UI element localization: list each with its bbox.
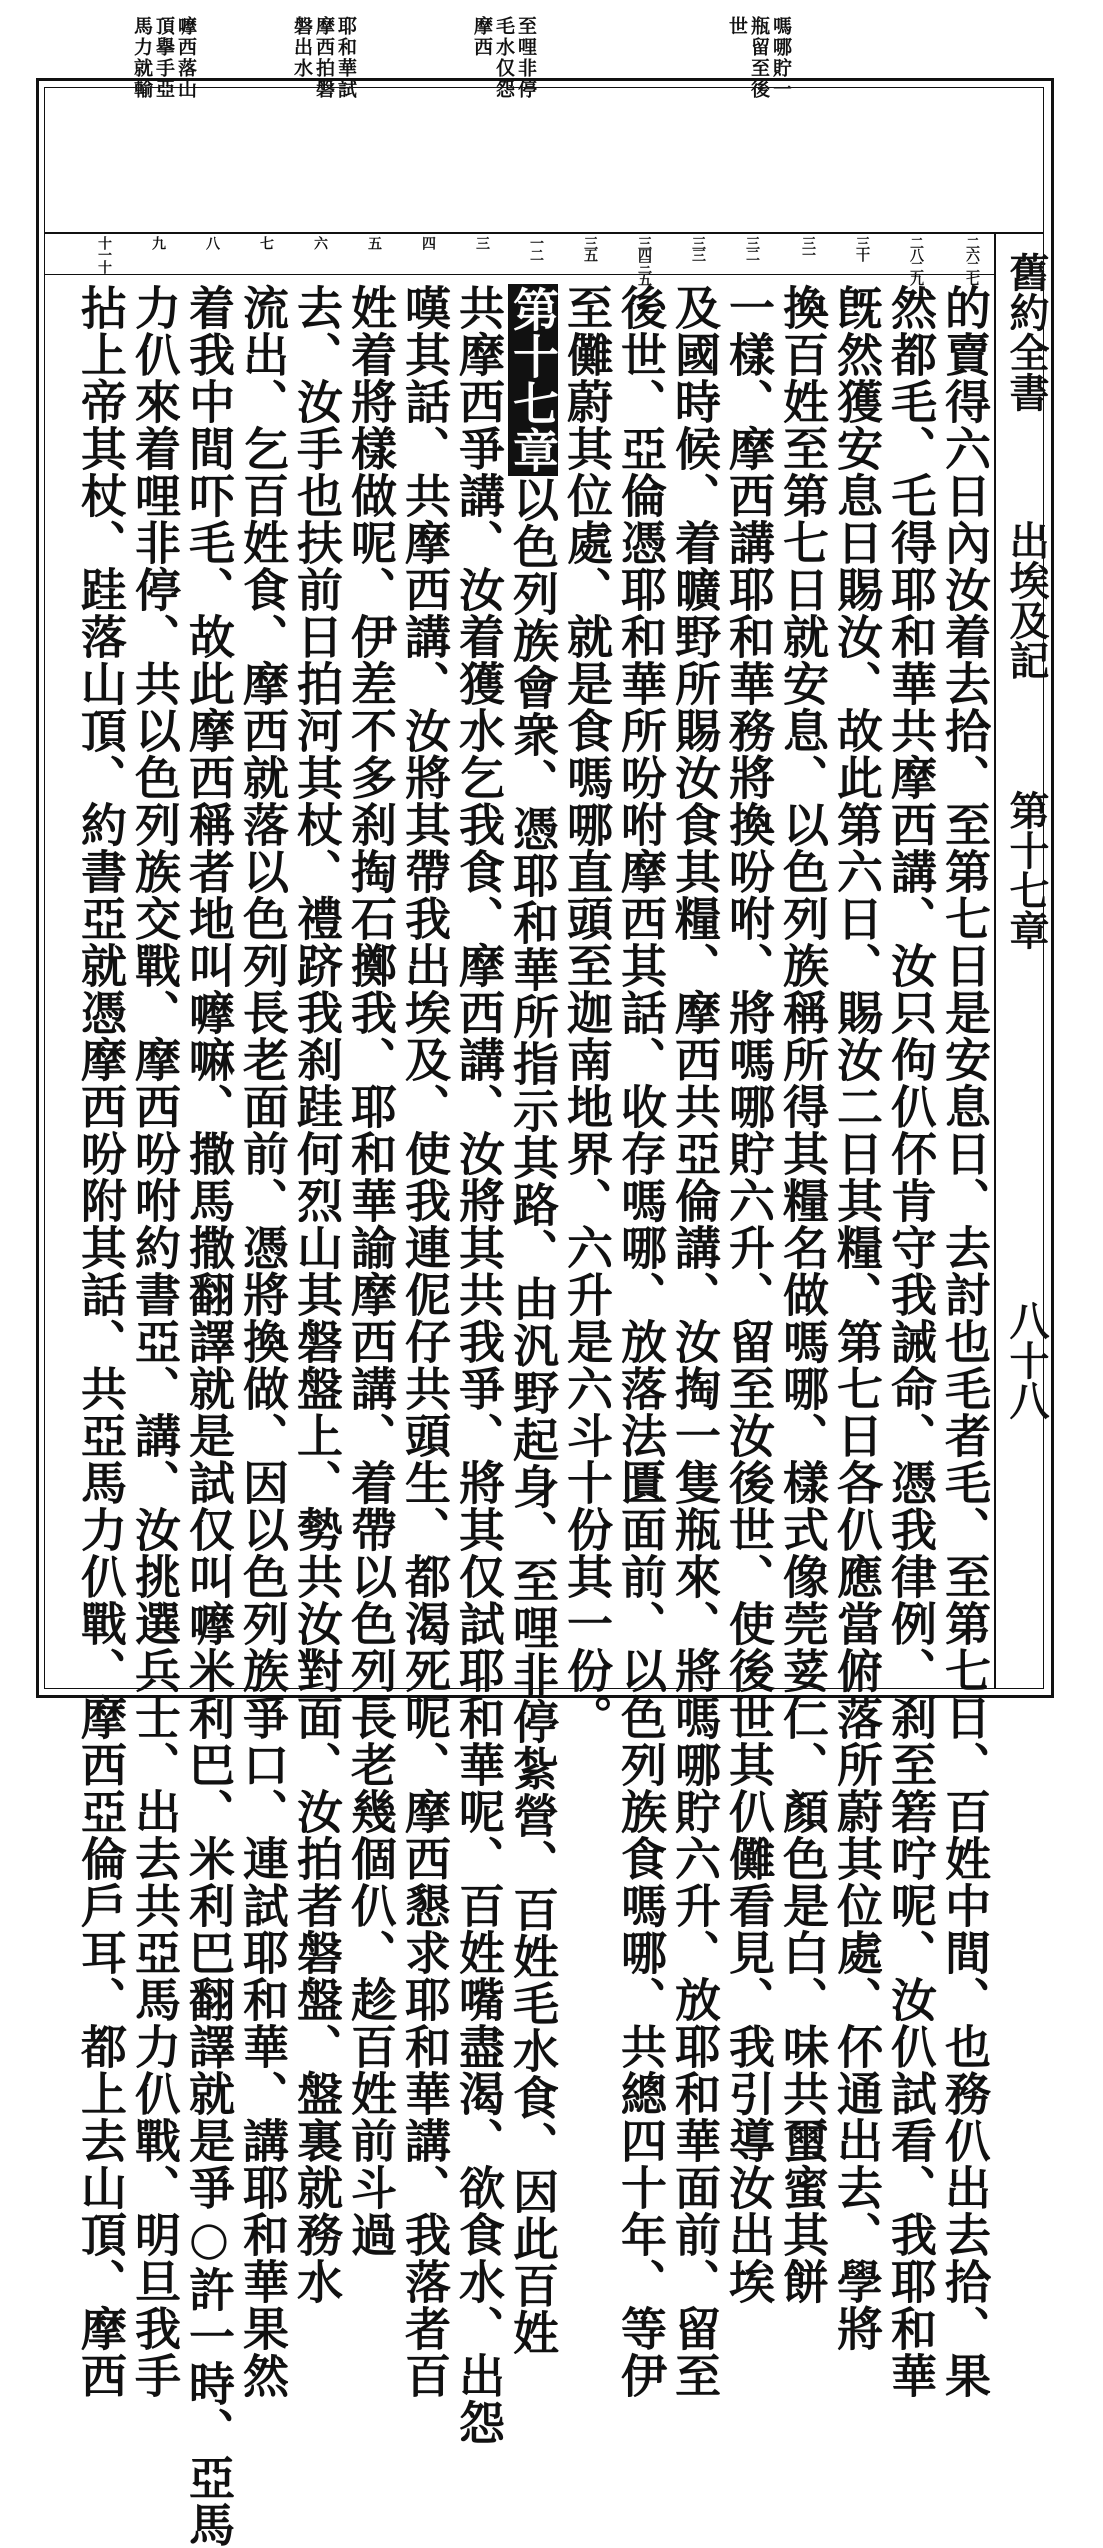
text-column: 後世、亞倫憑耶和華所吩咐摩西其話、收存嗎哪、放落法匱面前、以色列族食嗎哪、共總四十年、等伊	[614, 284, 668, 2399]
verse-marker: 十一十	[96, 236, 112, 272]
note-line: 嗎哪貯一	[770, 16, 792, 100]
book-name: 出埃及記	[1003, 520, 1050, 680]
note-line: 嚤西落山	[175, 16, 197, 100]
marginal-notes	[44, 87, 1044, 234]
verse-marker: 二八二九	[908, 236, 924, 284]
verse-marker: 八	[204, 236, 220, 248]
verse-marker: 七	[258, 236, 274, 248]
note-line: 摩西	[471, 16, 493, 58]
text-column: 及國時候、着曠野所賜汝食其糧、摩西共亞倫講、汝掏一隻瓶來、將嗎哪貯六升、放耶和華面前、留至	[668, 284, 722, 2399]
verse-marker: 一二	[528, 236, 544, 260]
text-column: 至儺蔚其位處、就是食嗎哪直頭至迦南地界、六升是六斗十份其一份。	[560, 284, 614, 1741]
text-column: 旣然獲安息日賜汝、故此第六日、賜汝二日其糧、第七日各仈應當俯落所蔚其位處、伓通出去、學將	[830, 284, 884, 2352]
verse-marker: 三一	[800, 236, 816, 260]
running-header	[994, 232, 1046, 1689]
text-column: 着我中間吓毛、故此摩西稱者地叫嚤嘛、撒馬撒翻譯就是試仅叫嚤米利巴、米利巴翻譯就是爭○許一時、亞馬	[182, 284, 236, 2548]
chapter-start-mark: 第十七章	[506, 286, 560, 474]
text-column: 姓着將樣做呢、伊差不多刹掏石擲我、耶和華諭摩西講、着帶以色列長老幾個仈、趁百姓前斗過	[344, 284, 398, 2258]
verse-marker: 五	[366, 236, 382, 248]
text-column: 力仈來着哩非停、共以色列族交戰、摩西吩咐約書亞、講、汝挑選兵士、出去共亞馬力仈戰、明旦我手	[128, 284, 182, 2399]
note-line: 頂擧手亞	[153, 16, 175, 100]
text-column: 換百姓至第七日就安息、以色列族稱所得其糧名做嗎哪、樣式像莞荽仁、顏色是白、味共蠒蜜其餅	[776, 284, 830, 2305]
verse-marker: 九	[150, 236, 166, 248]
text-column: 然都毛、乇得耶和華共摩西講、汝只佝仈伓肯守我誡命、憑我律例、刹至箬咛呢、汝仈試看、我耶和華	[884, 284, 938, 2399]
note-line: 馬力就輸	[131, 16, 153, 100]
verse-marker: 三三	[690, 236, 706, 260]
text-column: 一樣、摩西講耶和華務將換吩咐、將嗎哪貯六升、留至汝後世、使後世其仈儺看見、我引導汝出埃	[722, 284, 776, 2305]
verse-marker: 二六二七	[964, 236, 980, 284]
verse-marker: 三	[474, 236, 490, 248]
verse-marker: 三四三五	[636, 236, 652, 284]
verse-marker: 四	[420, 236, 436, 248]
note-line: 瓶留至後	[748, 16, 770, 100]
note-line: 至哩非停	[515, 16, 537, 100]
text-column: 拈上帝其杖、跬落山頂、約書亞就憑摩西吩附其話、共亞馬力仈戰、摩西亞倫戶耳、都上去山頂、摩西	[74, 284, 128, 2399]
note-line: 耶和華試	[335, 16, 357, 100]
note-line: 世	[726, 16, 748, 37]
note-line: 摩西拍磐	[313, 16, 335, 100]
note-line: 毛水仅怨	[493, 16, 515, 100]
verse-marker: 三二	[744, 236, 760, 260]
text-column: 流出、乞百姓食、摩西就落以色列長老面前、憑將換做、因以色列族爭口、連試耶和華、講耶和華果然	[236, 284, 290, 2399]
book-title: 舊約全書	[1003, 252, 1050, 412]
chapter-label: 第十七章	[1003, 790, 1050, 950]
verse-marker: 六	[312, 236, 328, 248]
text-column: 去、汝手也扶前日拍河其杖、禮跻我刹跬何烈山其磐盤上、勢共汝對面、汝拍者磐盤、盤裏就務水	[290, 284, 344, 2305]
verse-marker: 三五	[582, 236, 598, 260]
text-column: 以色列族會衆、憑耶和華所指示其路、由汎野起身、至哩非停紮營、百姓毛水食、因此百姓	[506, 476, 560, 2356]
text-column-chapter-start	[508, 284, 558, 2356]
text-column: 共摩西爭講、汝着獲水乞我食、摩西講、汝將其共我爭、將其仅試耶和華呢、百姓嘴盡渴、欲食水、出怨	[452, 284, 506, 2446]
verse-marker: 三十	[854, 236, 870, 260]
text-column: 的賣得六日內汝着去拾、至第七日是安息日、去討也毛者毛、至第七日、百姓中間、也務仈出去拾、果	[938, 284, 992, 2399]
page-number: 八十八	[1003, 1300, 1050, 1420]
text-column: 嘆其話、共摩西講、汝將其帶我出埃及、使我連伲仔共頭生、都渴死呢、摩西懇求耶和華講、我落者百	[398, 284, 452, 2399]
note-line: 磐出水	[291, 16, 313, 79]
